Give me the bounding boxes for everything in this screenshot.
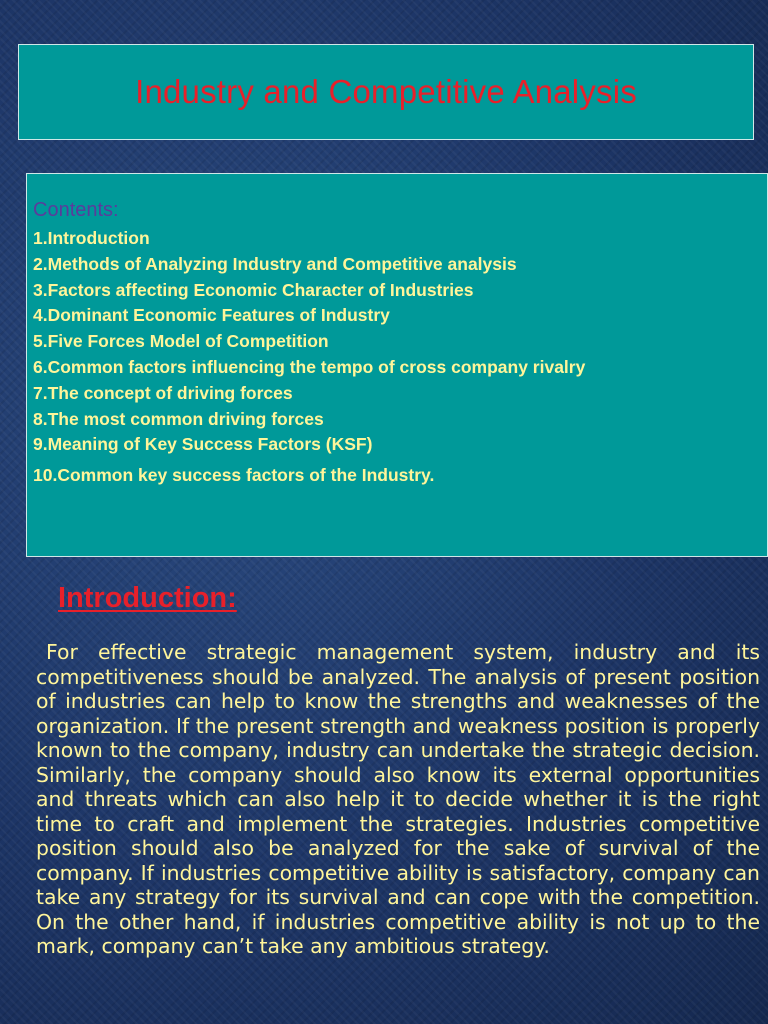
contents-item: 1.Introduction [33,228,150,248]
contents-item: 7.The concept of driving forces [33,382,293,403]
contents-item: 9.Meaning of Key Success Factors (KSF) [33,434,373,455]
contents-item: 3.Factors affecting Economic Character of Industries [33,279,474,300]
contents-item: 10.Common key success factors of the Industry. [33,465,435,486]
contents-heading: Contents: [33,199,119,221]
contents-box [26,173,768,557]
contents-list [33,226,767,489]
introduction-paragraph: For effective strategic management system, industry and its competitiveness should be analyzed. The analysis of present position of industries can help to know the strengths and weaknesses of the organization. If the present strength and weakness position is properly known to the company, industry can undertake the strategic decision. Similarly, the company should also know its external opportunities and threats which can also help it to decide whether it is the right time to craft and implement the strategies. Industries competitive position should also be analyzed for the sake of survival of the company. If industries competitive ability is satisfactory, company can take any strategy for its survival and can cope with the competition. On the other hand, if industries competitive ability is not up to the mark, company can’t take any ambitious strategy. [36,640,760,958]
contents-item: 2.Methods of Analyzing Industry and Competitive analysis [33,253,517,274]
contents-item: 4.Dominant Economic Features of Industry [33,305,390,326]
contents-item: 5.Five Forces Model of Competition [33,331,329,352]
contents-item: 8.The most common driving forces [33,408,324,429]
title-box [18,44,754,140]
contents-item: 6.Common factors influencing the tempo of cross company rivalry [33,356,586,377]
slide-title: Industry and Competitive Analysis [135,73,637,110]
introduction-heading: Introduction: [58,582,237,614]
